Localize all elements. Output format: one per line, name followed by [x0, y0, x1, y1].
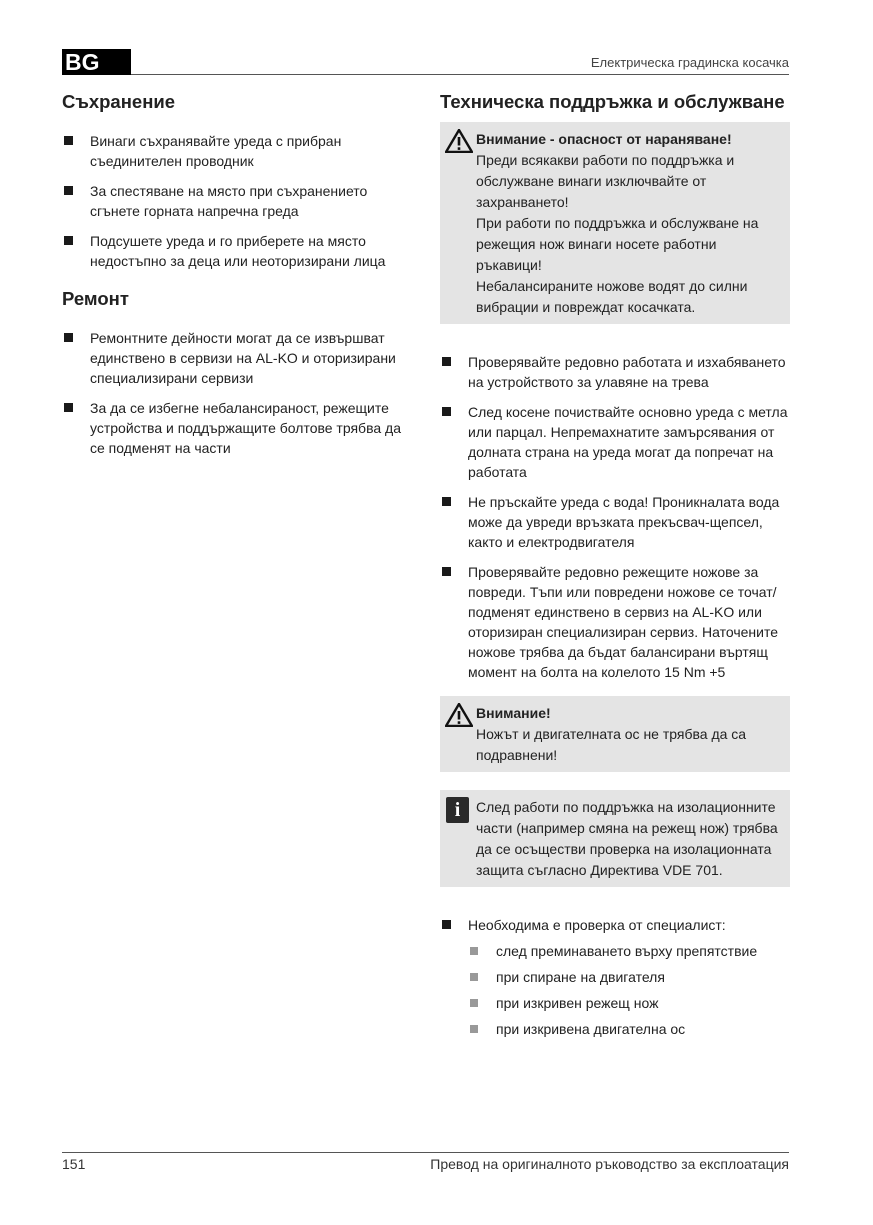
document-title: Електрическа градинска косачка: [590, 55, 789, 70]
warning-paragraph: Небалансираните ножове водят до силни вибрации и повреждат косачката.: [476, 278, 748, 315]
list-item: За да се избегне небалансираност, режещите устройства и поддържащите болтове трябва да се подменят на части: [62, 398, 402, 458]
language-badge: BG: [62, 49, 131, 75]
sub-list: [468, 941, 790, 1039]
right-column: [440, 90, 790, 1049]
info-box-insulation: [440, 790, 790, 887]
bullet-icon: [442, 357, 451, 366]
bullet-icon: [442, 497, 451, 506]
list-item: Ремонтните дейности могат да се извършват единствено в сервизи на AL-KO и оторизирани специализирани сервизи: [62, 328, 402, 388]
bullet-icon: [442, 407, 451, 416]
bullet-icon: [64, 403, 73, 412]
list-item: Винаги съхранявайте уреда с прибран съединителен проводник: [62, 131, 402, 171]
header-divider: [131, 74, 789, 75]
sub-list-item: след преминаването върху препятствие: [468, 941, 790, 961]
footer-divider: [62, 1152, 789, 1153]
page-number: 151: [62, 1156, 86, 1172]
warning-triangle-icon: [445, 129, 473, 153]
bullet-icon: [64, 236, 73, 245]
warning-title: Внимание!: [476, 705, 551, 721]
sub-bullet-icon: [470, 973, 478, 981]
info-text: След работи по поддръжка на изолационните части (например смяна на режещ нож) трябва да се осъществи проверка на изолационната защита съгласно Директива VDE 701.: [476, 799, 778, 878]
sub-list-item: при спиране на двигателя: [468, 967, 790, 987]
list-item: Подсушете уреда и го приберете на място недостъпно за деца или неоторизирани лица: [62, 231, 402, 271]
warning-box-alignment: [440, 696, 790, 772]
bullet-icon: [64, 186, 73, 195]
sub-bullet-icon: [470, 947, 478, 955]
repair-list: [62, 328, 402, 458]
check-list: [440, 915, 790, 1039]
list-item: За спестяване на място при съхранението сгънете горната напречна греда: [62, 181, 402, 221]
storage-list: [62, 131, 402, 271]
info-icon: i: [446, 797, 469, 823]
bullet-icon: [442, 920, 451, 929]
warning-paragraph: При работи по поддръжка и обслужване на режещия нож винаги носете работни ръкавици!: [476, 215, 759, 273]
warning-triangle-icon: [445, 703, 473, 727]
left-column: [62, 90, 402, 468]
bullet-icon: [64, 333, 73, 342]
repair-heading: Ремонт: [62, 288, 129, 309]
warning-paragraph: Преди всякакви работи по поддръжка и обслужване винаги изключвайте от захранването!: [476, 152, 735, 210]
warning-box-injury: [440, 122, 790, 324]
sub-bullet-icon: [470, 999, 478, 1007]
bullet-icon: [64, 136, 73, 145]
sub-bullet-icon: [470, 1025, 478, 1033]
warning-title: Внимание - опасност от нараняване!: [476, 131, 732, 147]
maintenance-list: [440, 352, 790, 682]
maintenance-heading: Техническа поддръжка и обслужване: [440, 91, 785, 112]
storage-heading: Съхранение: [62, 91, 176, 112]
warning-text: Ножът и двигателната ос не трябва да са подравнени!: [476, 726, 747, 763]
footer-text: Превод на оригиналното ръководство за експлоатация: [430, 1156, 789, 1172]
list-item: След косене почиствайте основно уреда с метла или парцал. Непремахнатите замърсявания от долната страна на уреда могат да попречат на работата: [440, 402, 790, 482]
bullet-icon: [442, 567, 451, 576]
list-item: Проверявайте редовно режещите ножове за повреди. Тъпи или повредени ножове се точат/ подменят единствено в сервиз на AL-KO или оторизиран специализиран сервиз. Наточените ножове трябва да бъдат балансирани въртящ момент на болта на колелото 15 Nm +5: [440, 562, 790, 682]
list-item: Необходима е проверка от специалист: след преминаването върху препятствие при спиране на двигателя при изкривен режещ нож при изкривена двигателна ос: [440, 915, 790, 1039]
sub-list-item: при изкривен режещ нож: [468, 993, 790, 1013]
sub-list-item: при изкривена двигателна ос: [468, 1019, 790, 1039]
list-item: Проверявайте редовно работата и изхабяването на устройството за улавяне на трева: [440, 352, 790, 392]
list-item: Не пръскайте уреда с вода! Проникналата вода може да увреди връзката прекъсвач-щепсел, както и електродвигателя: [440, 492, 790, 552]
